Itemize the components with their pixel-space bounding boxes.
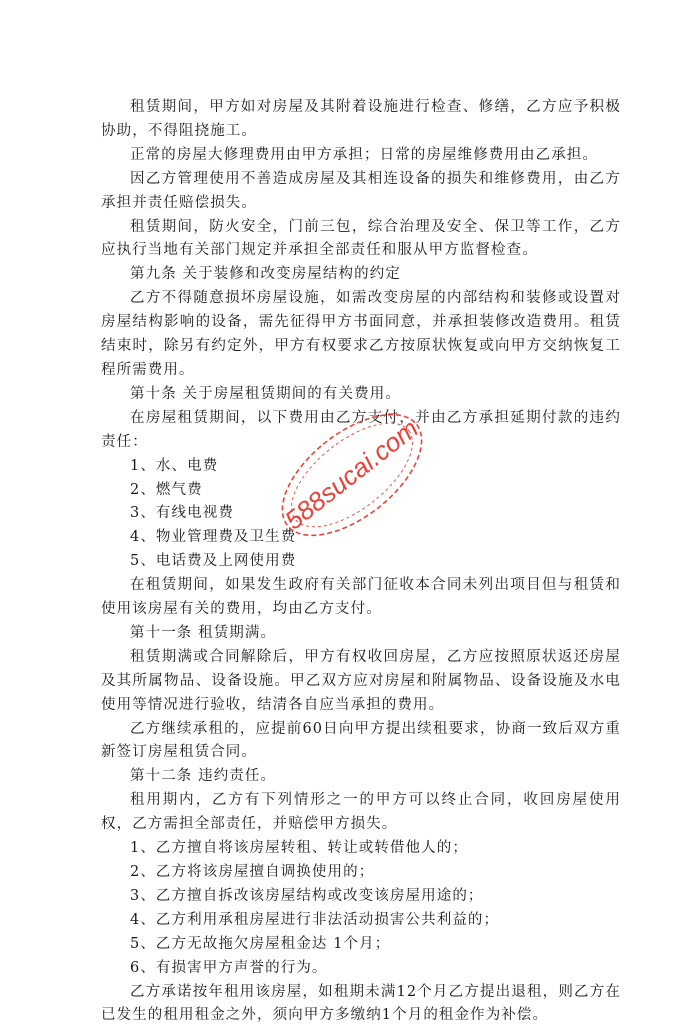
document-body [101,96,621,1028]
list-item: 4、物业管理费及卫生费 [130,529,297,546]
list-item: 6、有损害甲方声誉的行为。 [130,959,328,976]
paragraph: 在租赁期间，如果发生政府有关部门征收本合同未列出项目但与租赁和使用该房屋有关的费用，均由乙方支付。 [101,577,621,618]
section-heading: 第十条 关于房屋租赁期间的有关费用。 [130,385,401,402]
paragraph: 因乙方管理使用不善造成房屋及其相连设备的损失和维修费用，由乙方承担并责任赔偿损失。 [101,170,621,211]
list-item: 3、有线电视费 [130,505,234,522]
paragraph: 租赁期满或合同解除后，甲方有权收回房屋，乙方应按照原状返还房屋及其所属物品、设备设施。甲乙双方应对房屋和附属物品、设备设施及水电使用等情况进行验收，结清各自应当承担的费用。 [101,648,621,713]
paragraph: 乙方承诺按年租用该房屋，如租期未满12个月乙方提出退租，则乙方在已发生的租用租金之外，须向甲方多缴纳1个月的租金作为补偿。 [101,983,621,1024]
list-item: 5、电话费及上网使用费 [130,553,297,570]
list-item: 5、乙方无故拖欠房屋租金达 1个月； [130,935,391,952]
list-item: 2、乙方将该房屋擅自调换使用的； [130,864,375,880]
paragraph: 乙方不得随意损坏房屋设施，如需改变房屋的内部结构和装修或设置对房屋结构影响的设备，需先征得甲方书面同意，并承担装修改造费用。租赁结束时，除另有约定外，甲方有权要求乙方按原状恢复或向甲方交纳恢复工程所需费用。 [101,290,621,378]
list-item: 3、乙方擅自拆改该房屋结构或改变该房屋用途的； [130,887,484,904]
list-item: 1、水、电费 [130,457,219,474]
list-item: 2、燃气费 [130,481,203,498]
section-heading: 第十二条 违约责任。 [130,768,277,785]
list-item: 1、乙方擅自将该房屋转租、转让或转借他人的； [130,840,468,857]
paragraph: 租用期内，乙方有下列情形之一的甲方可以终止合同，收回房屋使用权，乙方需担全部责任，并赔偿甲方损失。 [101,792,621,833]
paragraph: 乙方继续承租的，应提前60日向甲方提出续租要求，协商一致后双方重新签订房屋租赁合同。 [101,720,621,761]
list-item: 4、乙方利用承租房屋进行非法活动损害公共利益的； [130,911,500,928]
watermark-text: 588sucai.com [278,413,424,536]
paragraph: 正常的房屋大修理费用由甲方承担；日常的房屋维修费用由乙承担。 [130,146,598,163]
section-heading: 第九条 关于装修和改变房屋结构的约定 [130,266,401,283]
paragraph: 租赁期间，甲方如对房屋及其附着设施进行检查、修缮，乙方应予积极协助，不得阻挠施工。 [101,99,621,139]
section-heading: 第十一条 租赁期满。 [130,624,277,641]
paragraph: 租赁期间，防火安全，门前三包，综合治理及安全、保卫等工作，乙方应执行当地有关部门规定并承担全部责任和服从甲方监督检查。 [101,218,621,259]
paragraph: 在房屋租赁期间，以下费用由乙方支付，并由乙方承担延期付款的违约责任： [101,409,621,450]
